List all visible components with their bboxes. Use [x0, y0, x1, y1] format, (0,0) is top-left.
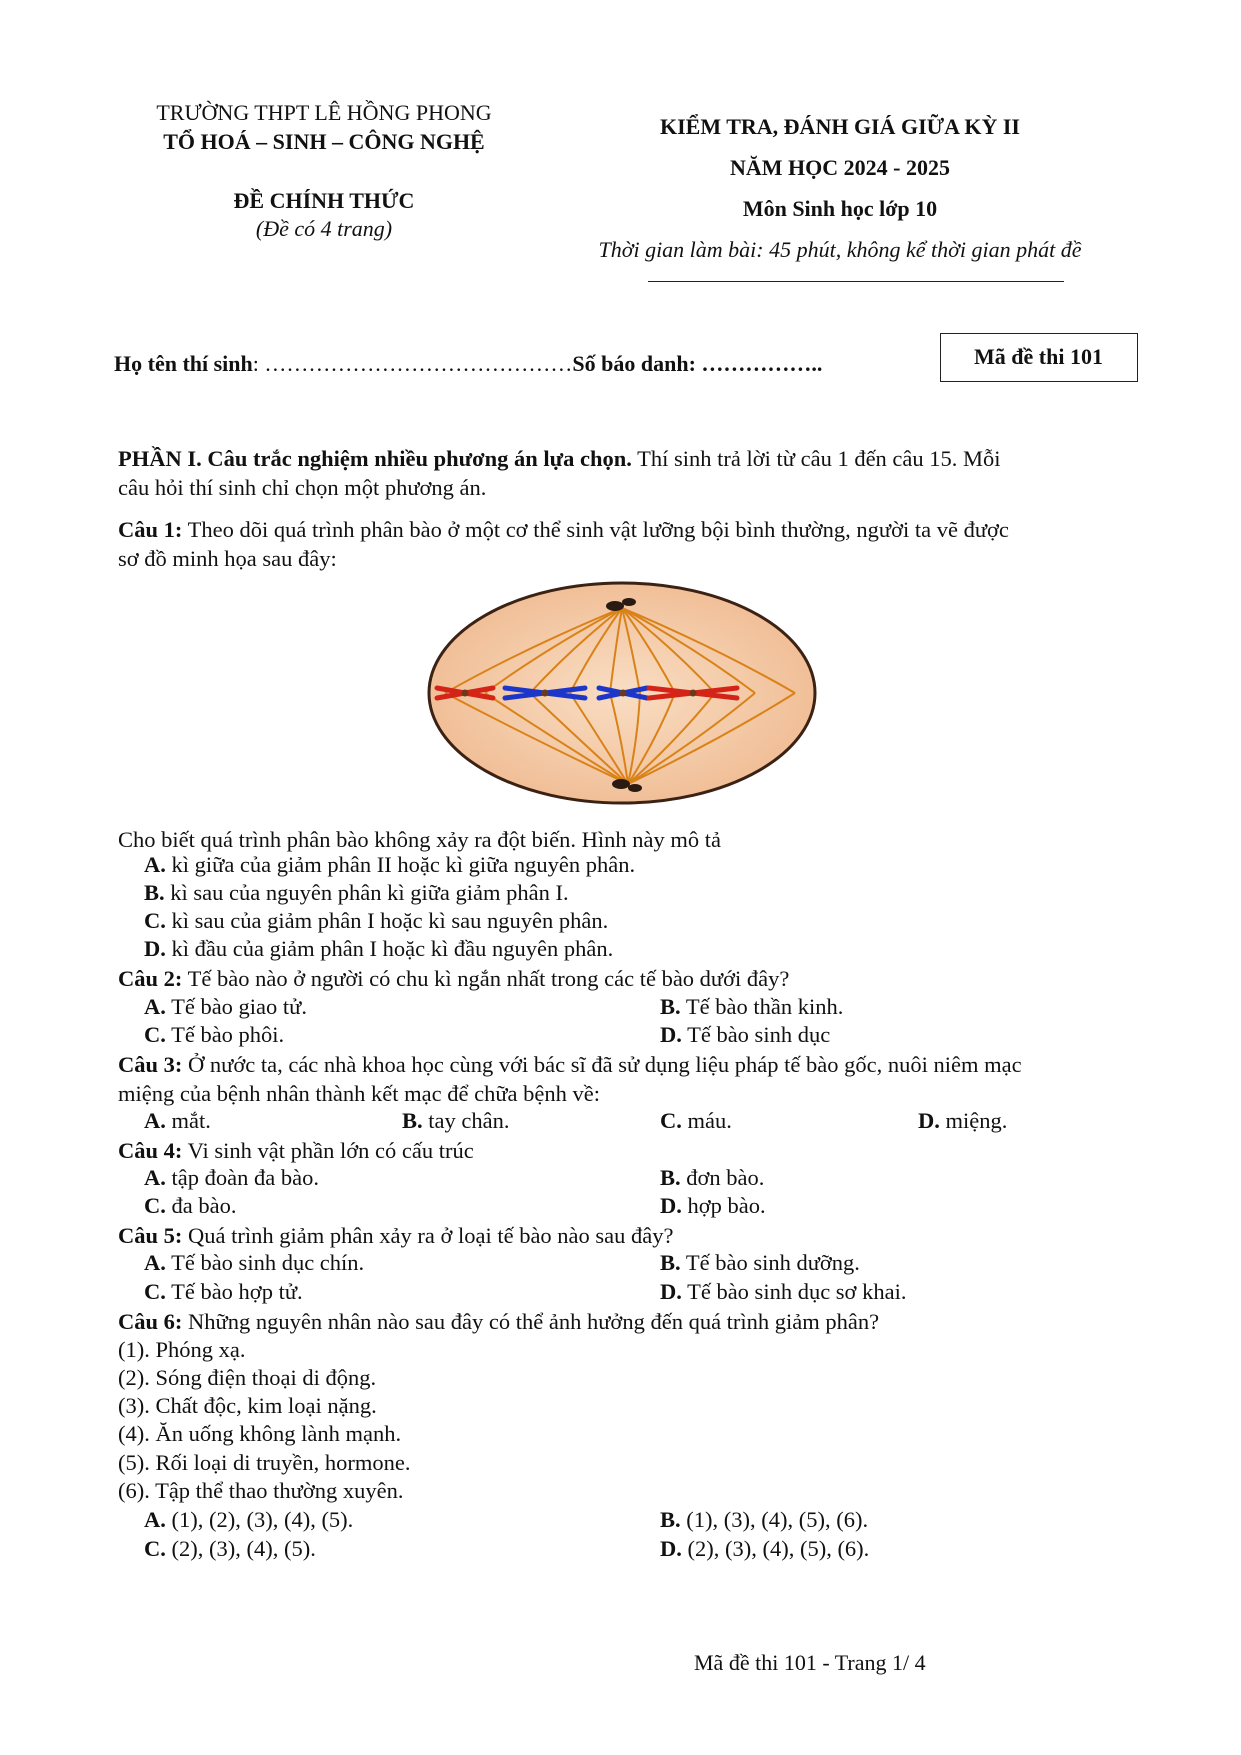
- q3-option-a: A. mắt.: [144, 1108, 211, 1133]
- exam-code: Mã đề thi 101: [974, 344, 1103, 369]
- q2-option-b: B. Tế bào thần kinh.: [660, 994, 844, 1019]
- q5-option-b: B. Tế bào sinh dưỡng.: [660, 1250, 860, 1275]
- part1-intro-line1: [118, 445, 1001, 473]
- q2-label: Câu 2:: [118, 966, 183, 991]
- q4-option-a: A. tập đoàn đa bào.: [144, 1165, 319, 1190]
- q6-option-c: C. (2), (3), (4), (5).: [144, 1536, 316, 1561]
- header-underline: [648, 281, 1064, 282]
- q6-item: (4). Ăn uống không lành mạnh.: [118, 1421, 402, 1446]
- q6-text: Những nguyên nhân nào sau đây có thể ảnh hưởng đến quá trình giảm phân?: [182, 1309, 880, 1334]
- q6-option-b: B. (1), (3), (4), (5), (6).: [660, 1507, 869, 1532]
- official-label: ĐỀ CHÍNH THỨC: [233, 188, 415, 213]
- q6-item: (5). Rối loại di truyền, hormone.: [118, 1450, 411, 1475]
- school-year: NĂM HỌC 2024 - 2025: [730, 155, 950, 180]
- q6-label: Câu 6:: [118, 1309, 183, 1334]
- q5-option-d: D. Tế bào sinh dục sơ khai.: [660, 1279, 907, 1304]
- q4-option-c: C. đa bào.: [144, 1193, 237, 1218]
- subject: Môn Sinh học lớp 10: [742, 196, 938, 221]
- q2-text: Tế bào nào ở người có chu kì ngắn nhất trong các tế bào dưới đây?: [182, 966, 790, 991]
- name-dots: : ……………………………………: [252, 351, 573, 376]
- q3-option-d: D. miệng.: [918, 1108, 1008, 1133]
- part1-heading: PHẦN I. Câu trắc nghiệm nhiều phương án lựa chọn.: [118, 446, 632, 471]
- q4-text: Vi sinh vật phần lớn có cấu trúc: [182, 1138, 474, 1163]
- exam-title: KIỂM TRA, ĐÁNH GIÁ GIỮA KỲ II: [660, 114, 1020, 139]
- q1-label: Câu 1:: [118, 517, 183, 542]
- q4-line: [118, 1137, 474, 1165]
- q2-option-c: C. Tế bào phôi.: [144, 1022, 285, 1047]
- department-name: TỔ HOÁ – SINH – CÔNG NGHỆ: [163, 129, 485, 154]
- q2-option-d: D. Tế bào sinh dục: [660, 1022, 831, 1047]
- q1-line1: [118, 516, 1009, 544]
- cell-division-figure: [425, 578, 820, 808]
- q6-item: (6). Tập thể thao thường xuyên.: [118, 1478, 404, 1503]
- q1-line2: sơ đồ minh họa sau đây:: [118, 546, 337, 571]
- q6-option-a: A. (1), (2), (3), (4), (5).: [144, 1507, 354, 1532]
- q3-line1: [118, 1051, 1022, 1079]
- q4-label: Câu 4:: [118, 1138, 183, 1163]
- exam-code-box: [940, 333, 1138, 382]
- q3-option-c: C. máu.: [660, 1108, 732, 1133]
- sbd-label: Số báo danh: ……………..: [572, 351, 823, 376]
- q5-text: Quá trình giảm phân xảy ra ở loại tế bào nào sau đây?: [182, 1223, 674, 1248]
- pages-note: (Đề có 4 trang): [255, 216, 393, 241]
- q3-line2: miệng của bệnh nhân thành kết mạc để chữa bệnh về:: [118, 1081, 601, 1106]
- q4-option-b: B. đơn bào.: [660, 1165, 765, 1190]
- q5-label: Câu 5:: [118, 1223, 183, 1248]
- q2-line: [118, 965, 789, 993]
- q1-option-c: C. kì sau của giảm phân I hoặc kì sau nguyên phân.: [144, 908, 609, 933]
- q6-item: (3). Chất độc, kim loại nặng.: [118, 1393, 377, 1418]
- q1-option-b: B. kì sau của nguyên phân kì giữa giảm phân I.: [144, 880, 569, 905]
- q6-item: (1). Phóng xạ.: [118, 1337, 246, 1362]
- q1-after: Cho biết quá trình phân bào không xảy ra đột biến. Hình này mô tả: [118, 827, 722, 852]
- q5-line: [118, 1222, 674, 1250]
- q1-option-a: A. kì giữa của giảm phân II hoặc kì giữa nguyên phân.: [144, 852, 636, 877]
- time-note: Thời gian làm bài: 45 phút, không kể thời gian phát đề: [598, 237, 1082, 262]
- q6-option-d: D. (2), (3), (4), (5), (6).: [660, 1536, 870, 1561]
- q1-text-line1: Theo dõi quá trình phân bào ở một cơ thể sinh vật lưỡng bội bình thường, người ta vẽ được: [182, 517, 1009, 542]
- q3-text-line1: Ở nước ta, các nhà khoa học cùng với bác sĩ đã sử dụng liệu pháp tế bào gốc, nuôi niêm mạc: [182, 1052, 1022, 1077]
- q4-option-d: D. hợp bào.: [660, 1193, 766, 1218]
- q3-label: Câu 3:: [118, 1052, 183, 1077]
- part1-intro-line2: câu hỏi thí sinh chỉ chọn một phương án.: [118, 475, 487, 500]
- q2-option-a: A. Tế bào giao tử.: [144, 994, 307, 1019]
- name-label: Họ tên thí sinh: [114, 351, 253, 376]
- candidate-line: [114, 351, 822, 377]
- q6-line: [118, 1308, 879, 1336]
- part1-intro-rest: Thí sinh trả lời từ câu 1 đến câu 15. Mỗi: [631, 446, 1001, 471]
- q5-option-a: A. Tế bào sinh dục chín.: [144, 1250, 365, 1275]
- q6-item: (2). Sóng điện thoại di động.: [118, 1365, 377, 1390]
- q3-option-b: B. tay chân.: [402, 1108, 510, 1133]
- school-name: TRƯỜNG THPT LÊ HỒNG PHONG: [156, 100, 492, 125]
- q5-option-c: C. Tế bào hợp tử.: [144, 1279, 303, 1304]
- page-footer: Mã đề thi 101 - Trang 1/ 4: [694, 1650, 926, 1675]
- q1-option-d: D. kì đầu của giảm phân I hoặc kì đầu nguyên phân.: [144, 936, 614, 961]
